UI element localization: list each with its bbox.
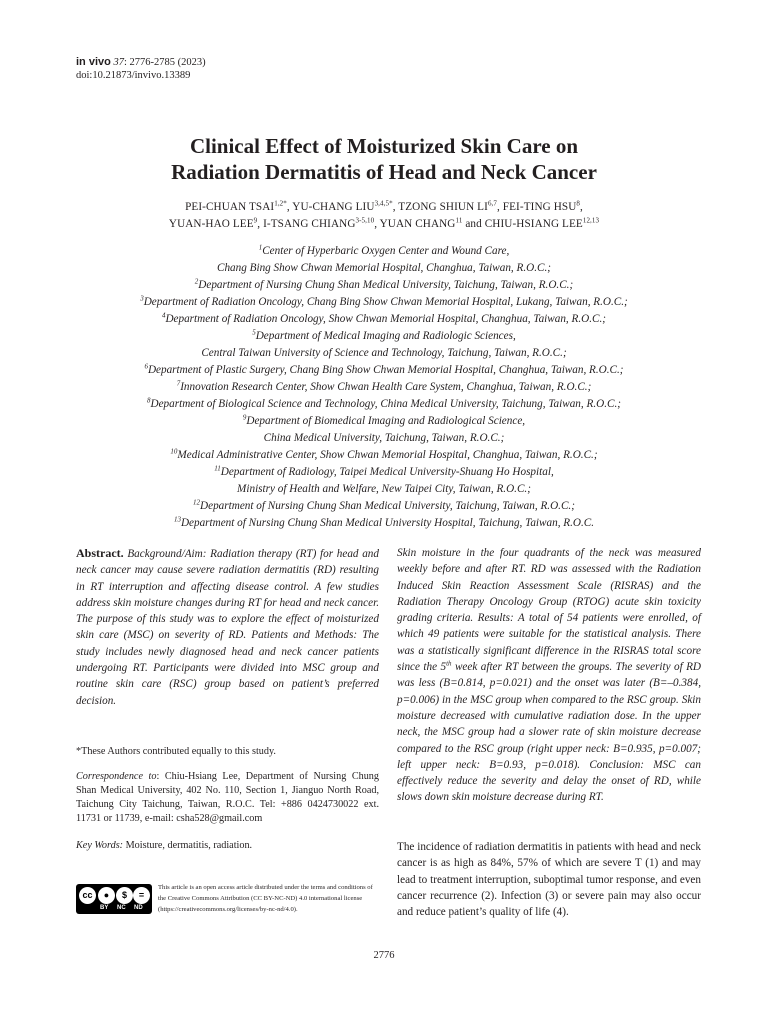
page-number: 2776 [373, 950, 395, 961]
affiliation-line: China Medical University, Taichung, Taiwan, R.O.C.; [263, 432, 505, 444]
author-name: , I-TSANG CHIANG [257, 218, 356, 230]
correspondence-text: : Chiu-Hsiang Lee, Department of Nursing Chung Shan Medical University, 402 No. 110, Section 1, Jianguo North Road, Taichung City Taichung, Taiwan, R.O.C. Tel: +886 0424730022 ext. 11731 or 11739, e-mail: csha528@gmail.com [76, 771, 379, 824]
cc-license-badge[interactable] [76, 884, 152, 914]
keywords-text: Moisture, dermatitis, radiation. [123, 840, 253, 851]
cc-by-label: BY [100, 905, 109, 911]
noderivatives-icon: = [133, 887, 150, 904]
author-affil: 6,7 [487, 199, 497, 208]
author-name: , YU-CHANG LIU [286, 201, 375, 213]
affiliation-line: $^5$Department of Medical Imaging and Radiologic Sciences, [252, 328, 516, 342]
cc-nd-label: ND [134, 905, 143, 911]
author-name: , YUAN CHANG [374, 218, 456, 230]
author-name: PEI-CHUAN TSAI [185, 201, 275, 213]
author-line-1 [30, 199, 738, 216]
affiliation-line: $^{11}$Department of Radiology, Taipei Medical University-Shuang Ho Hospital, [214, 464, 554, 478]
doi[interactable]: doi:10.21873/invivo.13389 [76, 70, 191, 81]
title-line-1: Clinical Effect of Moisturized Skin Care on [189, 134, 579, 158]
affiliation-line: $^{13}$Department of Nursing Chung Shan Medical University Hospital, Taichung, Taiwan, R.O.C. [173, 515, 595, 529]
affiliation-line: $^7$Innovation Research Center, Show Chwan Health Care System, Changhua, Taiwan, R.O.C.; [176, 379, 592, 393]
affiliation-line: Chang Bing Show Chwan Memorial Hospital, Changhua, Taiwan, R.O.C.; [217, 262, 551, 274]
author-name: , TZONG SHIUN LI [392, 201, 488, 213]
license-block [76, 882, 379, 916]
author-name: and CHIU-HSIANG LEE [462, 218, 583, 230]
author-affil: 8 [576, 199, 581, 208]
affiliation-line: $^8$Department of Biological Science and Technology, China Medical University, Taichung, Taiwan, R.O.C.; [147, 396, 621, 410]
affiliation-line: $^1$Center of Hyperbaric Oxygen Center and Wound Care, [258, 243, 510, 257]
introduction-paragraph: The incidence of radiation dermatitis in patients with head and neck cancer is as high as 84%, 57% of which are severe T (1) and may lead to treatment interruption, suboptimal tumor response, and even cancer recurrence (2). Infection (3) or severe pain may also occur and reduce patient’s quality of life (4). [397, 841, 701, 919]
abstract-text: Skin moisture in the four quadrants of the neck was measured weekly before and after RT. RD was assessed with the Radiation Induced Skin Reaction Assessment Scale (RISRAS) and the Radiation Therapy Oncology Group (RTOG) acute skin toxicity grading criteria. Results: A total of 54 patients were enrolled, of which 49 patients were suitable for the statistical analysis. There was a statistically significant difference in the RISRAS total score since the 5 [397, 547, 701, 674]
author-list [30, 199, 738, 233]
ordinal-suffix: th [446, 659, 452, 668]
journal-pages: : 2776-2785 (2023) [123, 57, 206, 68]
affiliation-line: $^2$Department of Nursing Chung Shan Medical University, Taichung, Taiwan, R.O.C.; [194, 277, 574, 291]
equal-contribution-note: *These Authors contributed equally to this study. [76, 746, 276, 757]
author-affil: 9 [253, 216, 258, 225]
abstract-text: week after RT between the groups. The severity of RD was less (B=0.814, p=0.021) and the onset was later (B=–0.384, p=0.006) in the MSC group when compared to the RSC group. Skin moisture decreased with cumulative radiation dose. In the upper neck, the MSC group had a slower rate of skin moisture decrease compared to the RSC group (right upper neck: B=0.935, p=0.007; left upper neck: B=0.93, p=0.018). Conclusion: MSC can effectively reduce the severity and delay the onset of RD, while slows down skin moisture decrease during RT. [397, 661, 702, 804]
journal-header [76, 56, 206, 82]
affiliation-line: $^4$Department of Radiation Oncology, Show Chwan Memorial Hospital, Changhua, Taiwan, R.O.C.; [161, 311, 607, 325]
author-affil: 1,2* [274, 199, 287, 208]
noncommercial-icon: $ [116, 887, 133, 904]
affiliation-line: $^6$Department of Plastic Surgery, Chang Bing Show Chwan Memorial Hospital, Changhua, Taiwan, R.O.C.; [144, 362, 624, 376]
author-affil: 11 [455, 216, 463, 225]
correspondence-label: Correspondence to [76, 771, 157, 782]
author-line-2 [30, 216, 738, 233]
article-title [40, 133, 728, 185]
affiliation-list [20, 243, 748, 532]
license-text: This article is an open access article distributed under the terms and conditions of the Creative Commons Attribution (CC BY-NC-ND) 4.0 international license (https://creativecommons.org/licenses/by-nc-nd/4.0). [158, 884, 373, 913]
abstract-text: Background/Aim: Radiation therapy (RT) for head and neck cancer may cause severe radiation dermatitis (RD) resulting in RT interruption and affecting disease control. A few studies address skin moisture changes during RT for head and neck cancer. The purpose of this study was to explore the effect of moisturized skin care (MSC) on severity of RD. Patients and Methods: The study includes newly diagnosed head and neck cancer patients undergoing RT. Participants were divided into MSC group and routine skin care (RSC) group based on patient’s preferred decision. [76, 548, 379, 707]
author-separator: , [580, 201, 583, 213]
affiliation-line: Central Taiwan University of Science and Technology, Taichung, Taiwan, R.O.C.; [201, 347, 567, 359]
affiliation-line: $^9$Department of Biomedical Imaging and Radiological Science, [242, 413, 526, 427]
affiliation-line: $^{12}$Department of Nursing Chung Shan Medical University, Taichung, Taiwan, R.O.C.; [193, 498, 575, 512]
affiliation-line: $^3$Department of Radiation Oncology, Chang Bing Show Chwan Memorial Hospital, Lukang, Taiwan, R.O.C.; [140, 294, 628, 308]
correspondence [76, 770, 379, 826]
abstract-label: Abstract. [76, 546, 124, 560]
journal-volume: 37 [113, 57, 124, 68]
keywords-label: Key Words: [76, 840, 124, 851]
author-affil: 3,4,5* [374, 199, 393, 208]
author-affil: 3-5,10 [355, 216, 375, 225]
cc-logo-icon: cc [79, 887, 96, 904]
abstract-continuation [397, 545, 701, 806]
author-name: , FEI-TING HSU [497, 201, 577, 213]
title-line-2: Radiation Dermatitis of Head and Neck Cancer [171, 160, 597, 184]
author-name: YUAN-HAO LEE [168, 218, 254, 230]
keywords [76, 839, 379, 853]
author-affil: 12,13 [582, 216, 600, 225]
attribution-icon: ● [98, 887, 115, 904]
journal-name: in vivo [76, 56, 111, 68]
abstract-paragraph [76, 545, 379, 709]
affiliation-line: Ministry of Health and Welfare, New Taipei City, Taiwan, R.O.C.; [237, 483, 531, 495]
cc-nc-label: NC [117, 905, 126, 911]
affiliation-line: $^{10}$Medical Administrative Center, Show Chwan Memorial Hospital, Changhua, Taiwan, R.O.C.; [170, 447, 598, 461]
